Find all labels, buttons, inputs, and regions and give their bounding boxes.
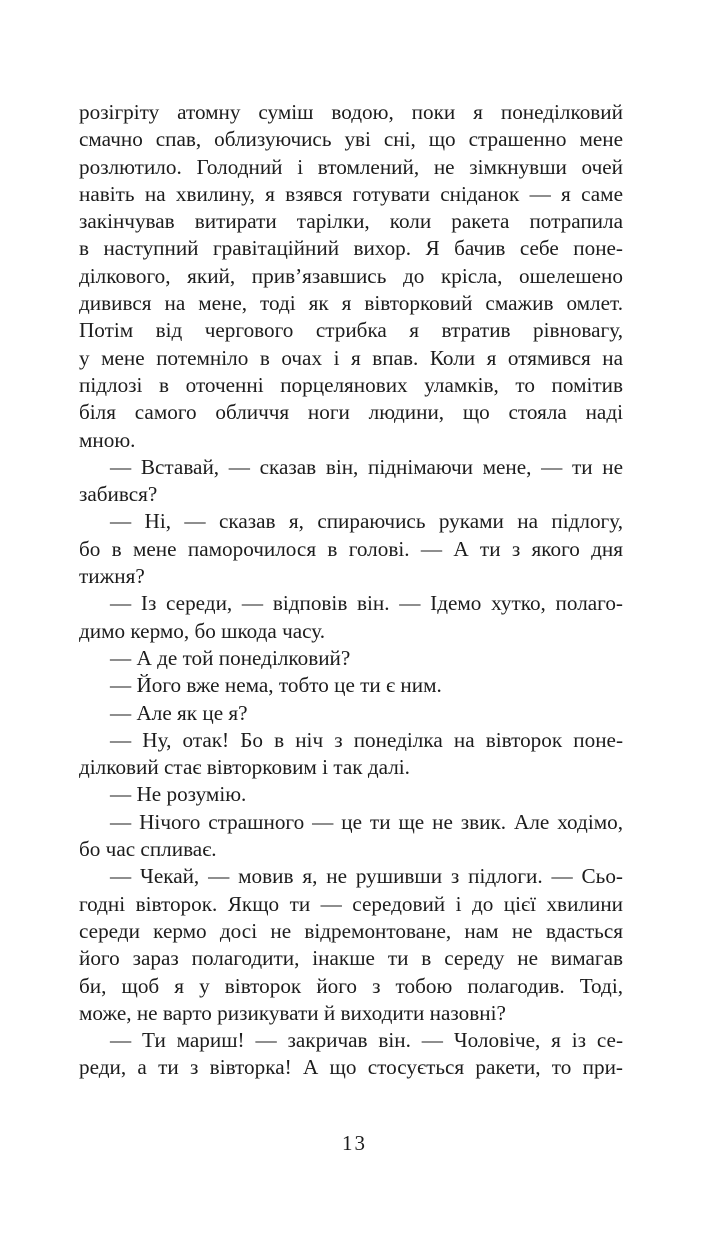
- text-line: закінчував витирати тарілки, коли ракета потрапила: [79, 209, 623, 234]
- text-line: ділковий стає вівторковим і так далі.: [79, 755, 410, 780]
- text-line: дивився на мене, тоді як я вівторковий смажив омлет.: [79, 291, 623, 316]
- text-line: — Нічого страшного — це ти ще не звик. Але ходімо,: [110, 809, 623, 834]
- text-line: в наступний гравітаційний вихор. Я бачив себе поне-: [79, 236, 623, 261]
- text-line: його зараз полагодити, інакше ти в середу не вимагав: [79, 946, 623, 971]
- text-line: — Але як це я?: [110, 700, 248, 725]
- text-line: ділкового, який, прив’язавшись до крісла, ошелешено: [79, 263, 623, 288]
- text-line: бо час спливає.: [79, 837, 217, 862]
- text-line: навіть на хвилину, я взявся готувати сніданок — я саме: [79, 181, 623, 206]
- text-line: годні вівторок. Якщо ти — середовий і до цієї хвилини: [79, 891, 623, 916]
- text-line: — Із середи, — відповів він. — Ідемо хутко, полаго-: [110, 591, 623, 616]
- text-line: у мене потемніло в очах і я впав. Коли я отямився на: [79, 345, 623, 370]
- body-text: [79, 99, 623, 1082]
- text-line: би, щоб я у вівторок його з тобою полагодив. Тоді,: [79, 973, 623, 998]
- text-line: Потім від чергового стрибка я втратив рівновагу,: [79, 318, 623, 343]
- text-line: розігріту атомну суміш водою, поки я понеділковий: [79, 100, 623, 124]
- text-line: — Його вже нема, тобто це ти є ним.: [110, 673, 442, 698]
- text-line: — Вставай, — сказав він, піднімаючи мене, — ти не: [110, 454, 623, 479]
- page-number: 13: [342, 1131, 367, 1155]
- text-line: — Не розумію.: [110, 782, 247, 807]
- text-line: розлютило. Голодний і втомлений, не зімкнувши очей: [79, 154, 623, 179]
- text-line: забився?: [79, 482, 158, 507]
- text-line: — Ну, отак! Бо в ніч з понеділка на вівторок поне-: [110, 727, 623, 752]
- text-line: — Чекай, — мовив я, не рушивши з підлоги. — Сьо-: [110, 864, 623, 889]
- text-line: мною.: [79, 427, 136, 452]
- text-line: бо в мене паморочилося в голові. — А ти з якого дня: [79, 536, 623, 561]
- text-line: димо кермо, бо шкода часу.: [79, 618, 326, 643]
- text-line: — Ні, — сказав я, спираючись руками на підлогу,: [110, 509, 623, 534]
- text-line: — Ти мариш! — закричав він. — Чоловіче, я із се-: [110, 1028, 623, 1053]
- text-line: реди, а ти з вівторка! А що стосується ракети, то при-: [79, 1055, 623, 1080]
- text-line: — А де той понеділковий?: [110, 645, 351, 670]
- text-line: тижня?: [79, 564, 145, 589]
- text-line: середи кермо досі не відремонтоване, нам не вдасться: [79, 918, 623, 943]
- text-line: біля самого обличчя ноги людини, що стояла наді: [79, 400, 623, 425]
- text-line: смачно спав, облизуючись уві сні, що страшенно мене: [79, 127, 623, 152]
- text-line: підлозі в оточенні порцелянових уламків, то помітив: [79, 372, 623, 397]
- text-line: може, не варто ризикувати й виходити назовні?: [79, 1000, 506, 1025]
